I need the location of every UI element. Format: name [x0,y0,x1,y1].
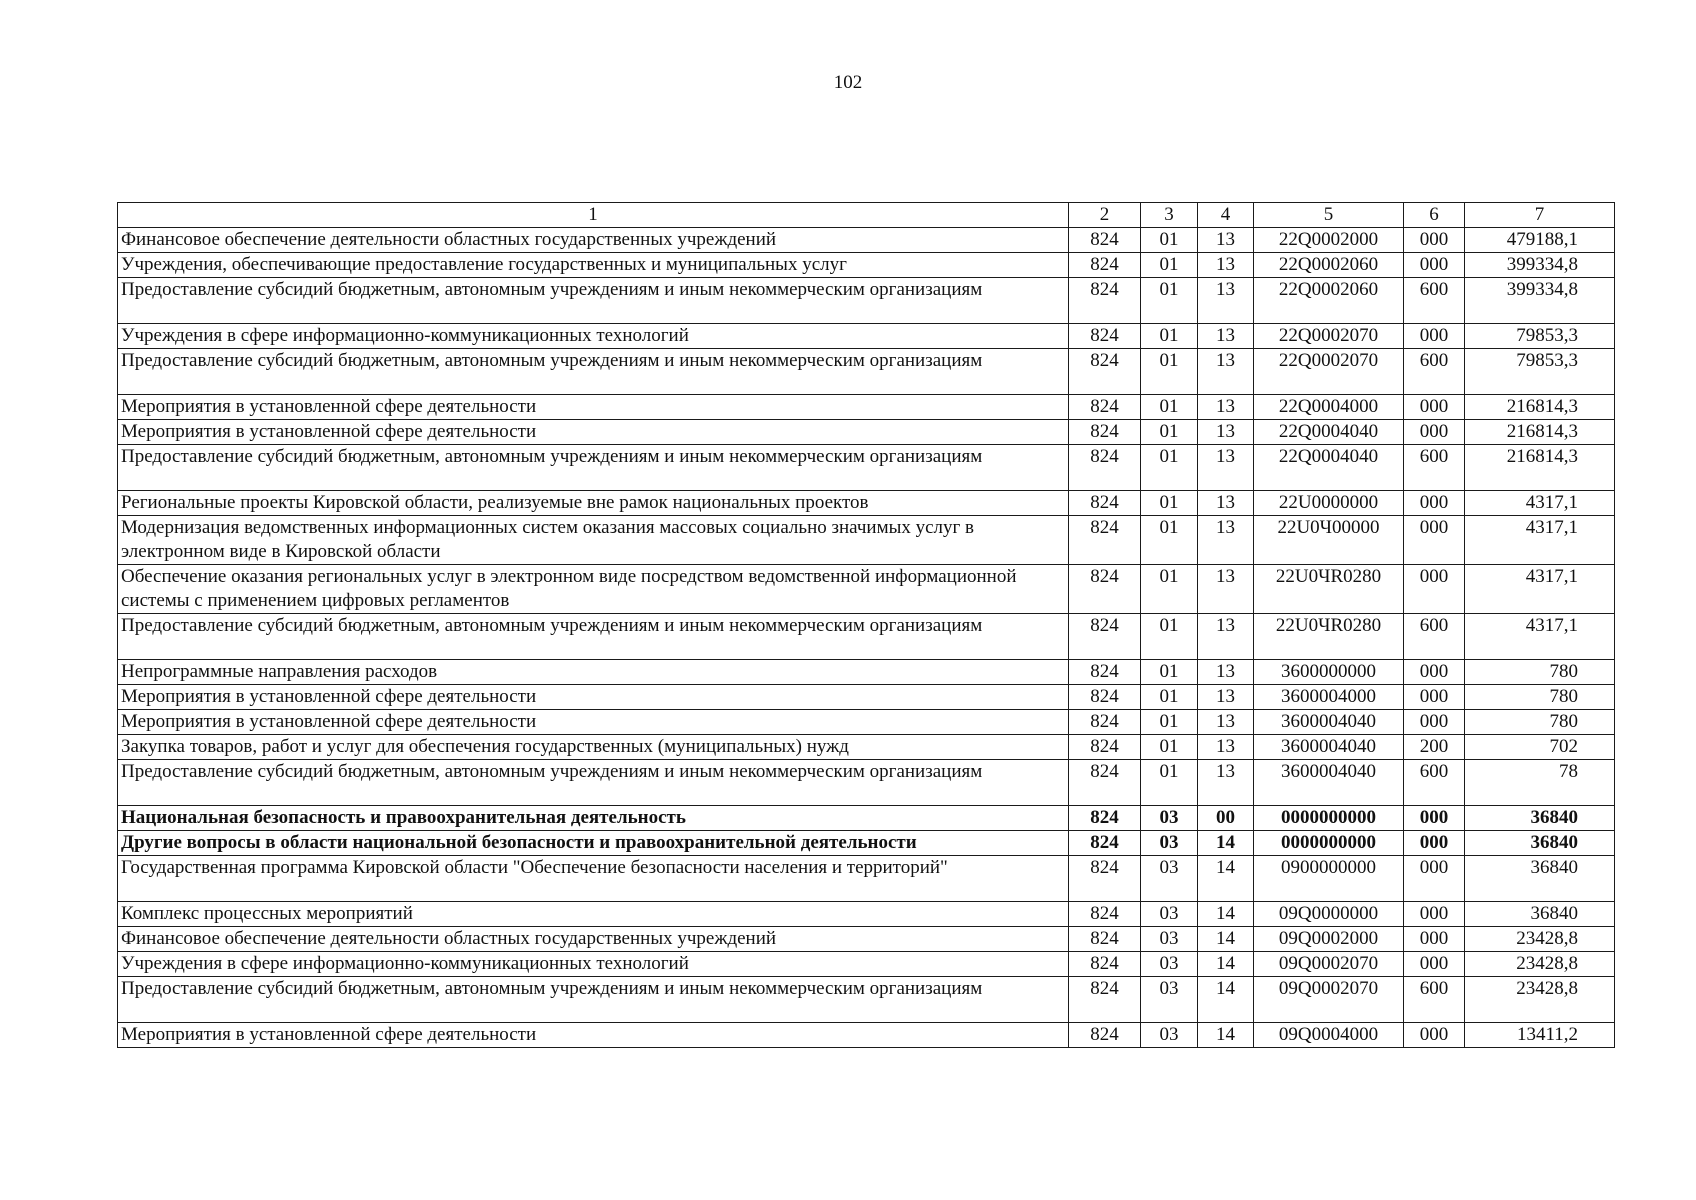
row-subsection-cell: 14 [1198,856,1254,902]
table-row [118,856,1615,902]
row-section-cell: 03 [1141,977,1198,1023]
row-amount-cell: 4317,1 [1465,516,1615,565]
row-admin-code-cell: 824 [1069,253,1141,278]
row-target-article-cell: 0000000000 [1254,831,1404,856]
table-row [118,660,1615,685]
row-amount-cell: 216814,3 [1465,395,1615,420]
header-col-7: 7 [1465,203,1615,228]
row-target-article-cell: 22U0ЧR0280 [1254,614,1404,660]
row-subsection-cell: 13 [1198,324,1254,349]
header-col-4: 4 [1198,203,1254,228]
row-name-cell: Мероприятия в установленной сфере деятельности [118,395,1069,420]
header-col-5: 5 [1254,203,1404,228]
table-row [118,324,1615,349]
row-section-cell: 01 [1141,253,1198,278]
row-expense-type-cell: 000 [1404,395,1465,420]
row-target-article-cell: 22Q0002070 [1254,349,1404,395]
row-subsection-cell: 13 [1198,660,1254,685]
row-admin-code-cell: 824 [1069,902,1141,927]
row-amount-cell: 79853,3 [1465,349,1615,395]
row-admin-code-cell: 824 [1069,806,1141,831]
row-amount-cell: 4317,1 [1465,614,1615,660]
row-amount-cell: 36840 [1465,856,1615,902]
row-expense-type-cell: 000 [1404,228,1465,253]
row-target-article-cell: 22Q0004040 [1254,445,1404,491]
row-amount-cell: 780 [1465,710,1615,735]
row-admin-code-cell: 824 [1069,445,1141,491]
row-name-cell: Учреждения, обеспечивающие предоставление государственных и муниципальных услуг [118,253,1069,278]
row-expense-type-cell: 000 [1404,902,1465,927]
row-admin-code-cell: 824 [1069,278,1141,324]
row-name-cell: Мероприятия в установленной сфере деятельности [118,420,1069,445]
row-amount-cell: 399334,8 [1465,278,1615,324]
row-amount-cell: 23428,8 [1465,977,1615,1023]
row-subsection-cell: 13 [1198,420,1254,445]
row-name-cell: Учреждения в сфере информационно-коммуникационных технологий [118,952,1069,977]
row-subsection-cell: 13 [1198,395,1254,420]
row-section-cell: 01 [1141,685,1198,710]
row-amount-cell: 399334,8 [1465,253,1615,278]
row-name-cell: Предоставление субсидий бюджетным, автономным учреждениям и иным некоммерческим организациям [118,278,1069,324]
row-amount-cell: 36840 [1465,831,1615,856]
row-expense-type-cell: 600 [1404,278,1465,324]
row-amount-cell: 780 [1465,685,1615,710]
row-target-article-cell: 0000000000 [1254,806,1404,831]
row-section-cell: 03 [1141,927,1198,952]
row-target-article-cell: 22Q0002060 [1254,253,1404,278]
row-subsection-cell: 13 [1198,735,1254,760]
table-row [118,760,1615,806]
row-admin-code-cell: 824 [1069,710,1141,735]
row-amount-cell: 216814,3 [1465,420,1615,445]
row-name-cell: Мероприятия в установленной сфере деятельности [118,710,1069,735]
row-section-cell: 03 [1141,1023,1198,1048]
table-row [118,516,1615,565]
row-admin-code-cell: 824 [1069,565,1141,614]
row-expense-type-cell: 600 [1404,445,1465,491]
row-expense-type-cell: 000 [1404,565,1465,614]
row-admin-code-cell: 824 [1069,977,1141,1023]
header-col-6: 6 [1404,203,1465,228]
row-section-cell: 01 [1141,445,1198,491]
row-target-article-cell: 09Q0002070 [1254,952,1404,977]
table-row [118,614,1615,660]
row-section-cell: 01 [1141,278,1198,324]
row-name-cell: Предоставление субсидий бюджетным, автономным учреждениям и иным некоммерческим организациям [118,614,1069,660]
row-expense-type-cell: 600 [1404,760,1465,806]
table-row [118,806,1615,831]
row-admin-code-cell: 824 [1069,491,1141,516]
header-col-1: 1 [118,203,1069,228]
table-row [118,952,1615,977]
row-amount-cell: 13411,2 [1465,1023,1615,1048]
table-row [118,685,1615,710]
header-col-2: 2 [1069,203,1141,228]
table-row [118,253,1615,278]
row-target-article-cell: 09Q0000000 [1254,902,1404,927]
row-subsection-cell: 13 [1198,614,1254,660]
row-subsection-cell: 14 [1198,952,1254,977]
row-amount-cell: 78 [1465,760,1615,806]
row-admin-code-cell: 824 [1069,614,1141,660]
row-name-cell: Региональные проекты Кировской области, реализуемые вне рамок национальных проектов [118,491,1069,516]
row-expense-type-cell: 600 [1404,614,1465,660]
row-name-cell: Другие вопросы в области национальной безопасности и правоохранительной деятельности [118,831,1069,856]
row-subsection-cell: 13 [1198,491,1254,516]
row-section-cell: 03 [1141,856,1198,902]
row-amount-cell: 702 [1465,735,1615,760]
row-expense-type-cell: 000 [1404,420,1465,445]
row-subsection-cell: 14 [1198,977,1254,1023]
row-section-cell: 03 [1141,952,1198,977]
row-section-cell: 03 [1141,831,1198,856]
row-section-cell: 01 [1141,735,1198,760]
row-name-cell: Комплекс процессных мероприятий [118,902,1069,927]
row-name-cell: Учреждения в сфере информационно-коммуникационных технологий [118,324,1069,349]
row-admin-code-cell: 824 [1069,685,1141,710]
row-name-cell: Государственная программа Кировской области "Обеспечение безопасности населения и территорий" [118,856,1069,902]
row-target-article-cell: 22U0Ч00000 [1254,516,1404,565]
row-target-article-cell: 09Q0002000 [1254,927,1404,952]
row-admin-code-cell: 824 [1069,349,1141,395]
row-subsection-cell: 13 [1198,760,1254,806]
row-target-article-cell: 22Q0002000 [1254,228,1404,253]
row-admin-code-cell: 824 [1069,660,1141,685]
row-admin-code-cell: 824 [1069,420,1141,445]
row-subsection-cell: 13 [1198,253,1254,278]
row-name-cell: Предоставление субсидий бюджетным, автономным учреждениям и иным некоммерческим организациям [118,760,1069,806]
row-name-cell: Мероприятия в установленной сфере деятельности [118,1023,1069,1048]
table-row [118,278,1615,324]
row-expense-type-cell: 000 [1404,491,1465,516]
table-row [118,710,1615,735]
table-row [118,445,1615,491]
table-row [118,735,1615,760]
row-section-cell: 01 [1141,710,1198,735]
row-section-cell: 01 [1141,614,1198,660]
row-amount-cell: 216814,3 [1465,445,1615,491]
row-expense-type-cell: 000 [1404,660,1465,685]
row-amount-cell: 4317,1 [1465,491,1615,516]
row-target-article-cell: 3600004040 [1254,760,1404,806]
row-amount-cell: 4317,1 [1465,565,1615,614]
row-section-cell: 01 [1141,491,1198,516]
table-row [118,228,1615,253]
row-subsection-cell: 13 [1198,516,1254,565]
row-expense-type-cell: 000 [1404,1023,1465,1048]
row-name-cell: Непрограммные направления расходов [118,660,1069,685]
row-subsection-cell: 14 [1198,831,1254,856]
row-admin-code-cell: 824 [1069,735,1141,760]
row-section-cell: 01 [1141,324,1198,349]
row-name-cell: Мероприятия в установленной сфере деятельности [118,685,1069,710]
row-name-cell: Обеспечение оказания региональных услуг в электронном виде посредством ведомственной информационной системы с применением цифровых регламентов [118,565,1069,614]
row-admin-code-cell: 824 [1069,856,1141,902]
row-expense-type-cell: 600 [1404,349,1465,395]
row-subsection-cell: 13 [1198,445,1254,491]
row-target-article-cell: 09Q0002070 [1254,977,1404,1023]
row-subsection-cell: 13 [1198,685,1254,710]
budget-table [117,202,1615,1048]
row-target-article-cell: 22Q0002070 [1254,324,1404,349]
row-name-cell: Предоставление субсидий бюджетным, автономным учреждениям и иным некоммерческим организациям [118,445,1069,491]
row-target-article-cell: 09Q0004000 [1254,1023,1404,1048]
row-name-cell: Закупка товаров, работ и услуг для обеспечения государственных (муниципальных) нужд [118,735,1069,760]
table-row [118,491,1615,516]
row-name-cell: Модернизация ведомственных информационных систем оказания массовых социально значимых услуг в электронном виде в Кировской области [118,516,1069,565]
row-name-cell: Финансовое обеспечение деятельности областных государственных учреждений [118,228,1069,253]
row-expense-type-cell: 000 [1404,685,1465,710]
row-target-article-cell: 3600004000 [1254,685,1404,710]
row-subsection-cell: 13 [1198,228,1254,253]
row-name-cell: Финансовое обеспечение деятельности областных государственных учреждений [118,927,1069,952]
row-expense-type-cell: 000 [1404,831,1465,856]
row-amount-cell: 23428,8 [1465,952,1615,977]
table-row [118,395,1615,420]
table-row [118,420,1615,445]
row-amount-cell: 36840 [1465,902,1615,927]
row-amount-cell: 780 [1465,660,1615,685]
row-expense-type-cell: 000 [1404,516,1465,565]
row-target-article-cell: 22U0000000 [1254,491,1404,516]
table-row [118,902,1615,927]
table-header-row [118,203,1615,228]
row-admin-code-cell: 824 [1069,952,1141,977]
row-section-cell: 01 [1141,760,1198,806]
header-col-3: 3 [1141,203,1198,228]
row-admin-code-cell: 824 [1069,516,1141,565]
row-name-cell: Предоставление субсидий бюджетным, автономным учреждениям и иным некоммерческим организациям [118,977,1069,1023]
row-amount-cell: 36840 [1465,806,1615,831]
row-section-cell: 03 [1141,902,1198,927]
row-admin-code-cell: 824 [1069,1023,1141,1048]
row-section-cell: 01 [1141,420,1198,445]
row-subsection-cell: 13 [1198,349,1254,395]
row-section-cell: 01 [1141,395,1198,420]
row-expense-type-cell: 000 [1404,253,1465,278]
row-admin-code-cell: 824 [1069,760,1141,806]
row-admin-code-cell: 824 [1069,324,1141,349]
table-row [118,565,1615,614]
row-subsection-cell: 00 [1198,806,1254,831]
row-target-article-cell: 0900000000 [1254,856,1404,902]
row-target-article-cell: 3600004040 [1254,735,1404,760]
row-target-article-cell: 22Q0002060 [1254,278,1404,324]
row-admin-code-cell: 824 [1069,395,1141,420]
row-subsection-cell: 13 [1198,565,1254,614]
row-section-cell: 01 [1141,349,1198,395]
row-admin-code-cell: 824 [1069,831,1141,856]
row-subsection-cell: 14 [1198,927,1254,952]
row-target-article-cell: 3600000000 [1254,660,1404,685]
row-amount-cell: 479188,1 [1465,228,1615,253]
row-amount-cell: 23428,8 [1465,927,1615,952]
row-subsection-cell: 13 [1198,710,1254,735]
row-target-article-cell: 22U0ЧR0280 [1254,565,1404,614]
row-expense-type-cell: 200 [1404,735,1465,760]
table-row [118,831,1615,856]
row-expense-type-cell: 600 [1404,977,1465,1023]
row-expense-type-cell: 000 [1404,927,1465,952]
row-admin-code-cell: 824 [1069,228,1141,253]
row-subsection-cell: 14 [1198,902,1254,927]
row-expense-type-cell: 000 [1404,806,1465,831]
row-section-cell: 01 [1141,516,1198,565]
row-target-article-cell: 3600004040 [1254,710,1404,735]
page-number: 102 [833,72,863,93]
row-section-cell: 03 [1141,806,1198,831]
row-name-cell: Национальная безопасность и правоохранительная деятельность [118,806,1069,831]
table-row [118,927,1615,952]
row-name-cell: Предоставление субсидий бюджетным, автономным учреждениям и иным некоммерческим организациям [118,349,1069,395]
row-expense-type-cell: 000 [1404,952,1465,977]
row-admin-code-cell: 824 [1069,927,1141,952]
row-section-cell: 01 [1141,228,1198,253]
table-row [118,977,1615,1023]
row-amount-cell: 79853,3 [1465,324,1615,349]
row-section-cell: 01 [1141,660,1198,685]
row-target-article-cell: 22Q0004000 [1254,395,1404,420]
row-section-cell: 01 [1141,565,1198,614]
row-subsection-cell: 14 [1198,1023,1254,1048]
row-expense-type-cell: 000 [1404,856,1465,902]
row-expense-type-cell: 000 [1404,324,1465,349]
table-body [118,228,1615,1048]
row-expense-type-cell: 000 [1404,710,1465,735]
row-target-article-cell: 22Q0004040 [1254,420,1404,445]
table-row [118,1023,1615,1048]
row-subsection-cell: 13 [1198,278,1254,324]
table-row [118,349,1615,395]
